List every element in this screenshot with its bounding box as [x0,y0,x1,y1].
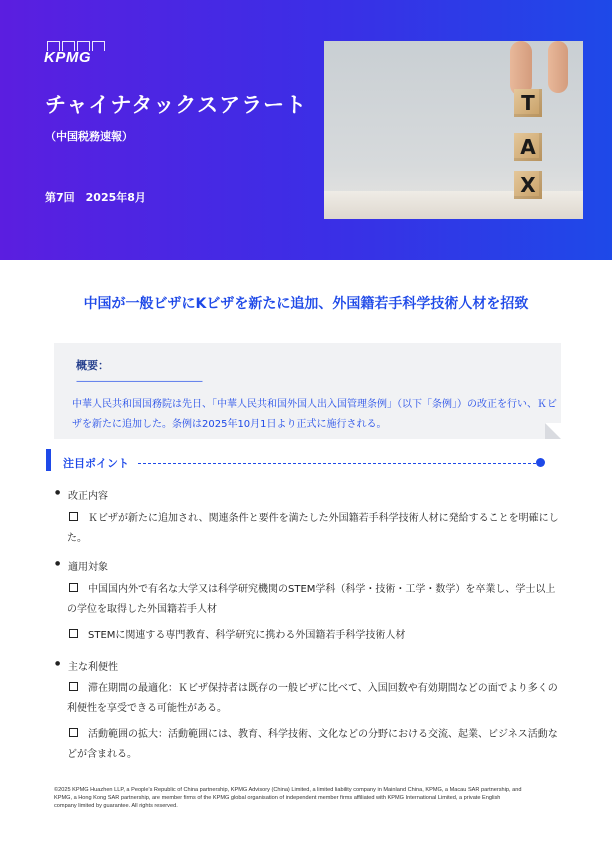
summary-box [54,343,561,439]
section-heading-text: 改正内容 [68,491,108,502]
checkbox-square-icon [69,512,78,521]
page-subtitle: （中国税務速報） [45,130,133,143]
tax-block-t: T [514,89,542,117]
section-heading [56,558,108,573]
article-headline: 中国が一般ビザにKビザを新たに追加、外国籍若手科学技術人材を招致 [83,296,529,312]
checkbox-square-icon [69,682,78,691]
page-fold-corner [545,423,561,439]
points-divider [138,463,536,464]
list-item [67,580,560,620]
checkbox-square-icon [69,629,78,638]
section-heading-text: 主な利便性 [68,662,118,673]
section-heading-text: 適用対象 [68,562,108,573]
section-heading [56,658,118,673]
points-divider-dot [536,458,545,467]
list-item [67,626,560,646]
points-title: 注目ポイント [63,457,129,470]
finger-left [510,41,532,96]
tax-block-a: A [514,133,542,161]
checkbox-square-icon [69,583,78,592]
list-item-text: 中国国内外で有名な大学又は科学研究機関のSTEM学科（科学・技術・工学・数学）を卒業し、学士以上の学位を取得した外国籍若手人材 [67,584,556,615]
list-item-text: 活動範囲の拡大：活動範囲には、教育、科学技術、文化などの分野における交流、起業、ビジネス活動などが含まれる。 [67,729,558,760]
finger-right [548,41,568,93]
summary-label: 概要： [76,359,109,372]
list-item [67,509,560,549]
page-title: チャイナタックスアラート [45,93,308,117]
tax-block-x: X [514,171,542,199]
section-heading [56,487,108,502]
table-surface [324,191,583,219]
summary-dashes: —————————————— [76,376,202,387]
summary-text: 中華人民共和国国務院は先日、「中華人民共和国外国人出入国管理条例」（以下「条例」）の改正を行い、Ｋビザを新たに追加した。条例は2025年10月1日より正式に施行される。 [72,399,557,430]
list-item [67,725,560,765]
list-item-text: Ｋビザが新たに追加され、関連条件と要件を満たした外国籍若手科学技術人材に発給することを明確にした。 [67,513,559,544]
list-item [67,679,560,719]
tax-blocks-photo [324,41,583,219]
list-item-text: 滞在期間の最適化：Ｋビザ保持者は既存の一般ビザに比べて、入国回数や有効期間などの面でより多くの利便性を享受できる可能性がある。 [67,683,558,714]
list-item-text: STEMに関連する専門教育、科学研究に携わる外国籍若手科学技術人材 [88,630,406,641]
issue-info: 第7回 2025年8月 [45,191,146,204]
copyright-footer: ©2025 KPMG Huazhen LLP, a People's Republic of China partnership, KPMG Advisory (China) Limited, a limited liability company in Mainland China, KPMG, a Macau SAR partnership, and KPMG, a Hong Kong SAR partnership, are member firms of the KPMG global organisation of independent member firms affiliated with KPMG International Limited, a private English company limited by guarantee. All rights reserved. [54,787,522,810]
checkbox-square-icon [69,728,78,737]
kpmg-logo: KPMG [44,49,91,66]
points-accent-bar [46,449,51,471]
header-banner [0,0,612,260]
